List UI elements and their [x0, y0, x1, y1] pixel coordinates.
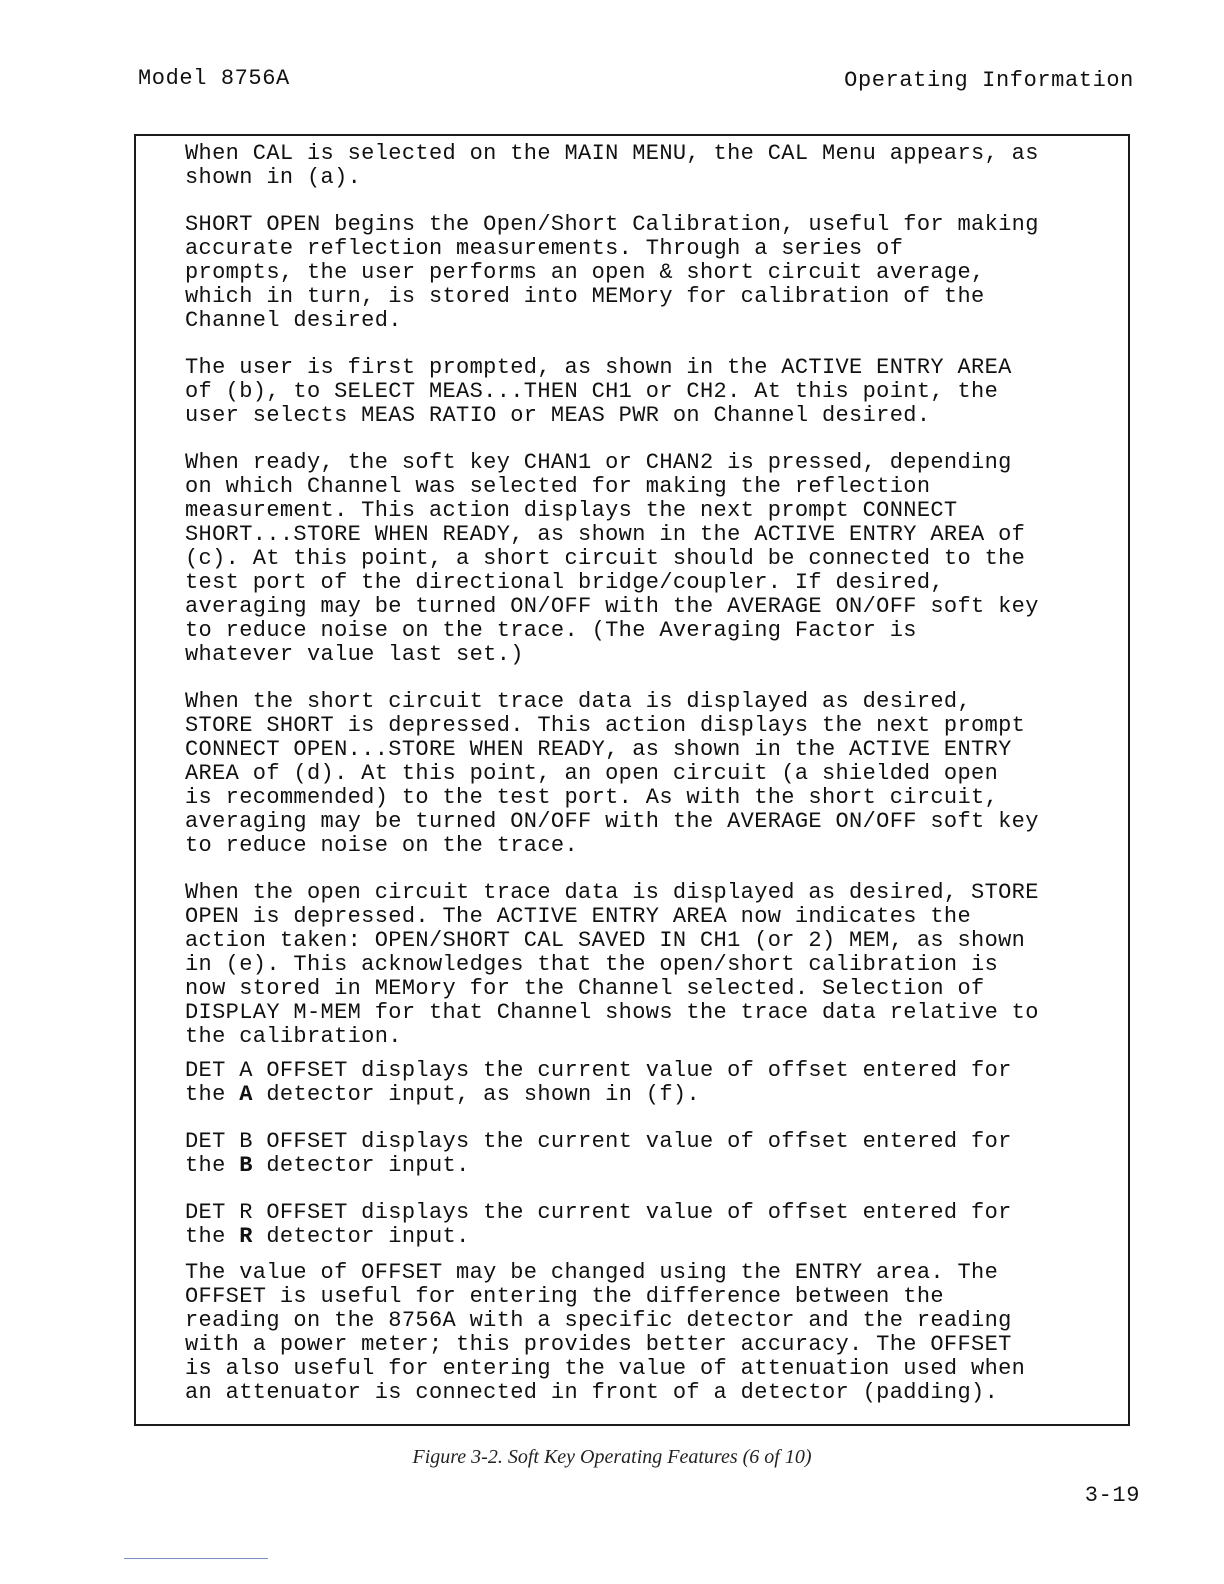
det-a-offset-paragraph: [185, 1059, 1110, 1107]
figure-caption: Figure 3-2. Soft Key Operating Features (6 of 10): [412, 1446, 812, 1468]
page-number: 3-19: [1084, 1483, 1140, 1508]
store-short-paragraph: When the short circuit trace data is displayed as desired, STORE SHORT is depressed. This action displays the next prompt CONNECT OPEN...STORE WHEN READY, as shown in the ACTIVE ENTRY AREA of (d). At this point, an open circuit (a shielded open is recommended) to the test port. As with the short circuit, averaging may be turned ON/OFF with the AVERAGE ON/OFF soft key to reduce noise on the trace.: [185, 689, 1039, 858]
det-r-offset-text-start: DET R OFFSET displays the current value of offset entered for the: [185, 1200, 1012, 1249]
page-header-section: Operating Information: [844, 68, 1134, 93]
short-open-paragraph: SHORT OPEN begins the Open/Short Calibration, useful for making accurate reflection measurements. Through a series of prompts, the user performs an open & short circuit average, which in turn, is stored into MEMory for calibration of the Channel desired.: [185, 212, 1039, 333]
det-r-offset-paragraph: [185, 1201, 1110, 1249]
det-r-detector-letter: R: [239, 1224, 253, 1249]
det-b-detector-letter: B: [239, 1153, 253, 1178]
det-b-offset-paragraph: [185, 1130, 1110, 1178]
det-a-offset-text-start: DET A OFFSET displays the current value of offset entered for the: [185, 1058, 1012, 1107]
det-a-detector-letter: A: [239, 1082, 253, 1107]
det-r-offset-text-end: detector input.: [252, 1224, 470, 1249]
page-header-model: Model 8756A: [138, 66, 290, 91]
store-open-paragraph: When the open circuit trace data is displayed as desired, STORE OPEN is depressed. The ACTIVE ENTRY AREA now indicates the action taken: OPEN/SHORT CAL SAVED IN CH1 (or 2) MEM, as shown in (e). This acknowledges that the open/short calibration is now stored in MEMory for the Channel selected. Selection of DISPLAY M-MEM for that Channel shows the trace data relative to the calibration.: [185, 880, 1039, 1049]
cal-menu-paragraph: When CAL is selected on the MAIN MENU, the CAL Menu appears, as shown in (a).: [185, 141, 1039, 190]
footer-divider: [124, 1558, 268, 1559]
det-b-offset-text-start: DET B OFFSET displays the current value of offset entered for the: [185, 1129, 1012, 1178]
det-b-offset-text-end: detector input.: [252, 1153, 470, 1178]
select-meas-paragraph: The user is first prompted, as shown in the ACTIVE ENTRY AREA of (b), to SELECT MEAS...THEN CH1 or CH2. At this point, the user selects MEAS RATIO or MEAS PWR on Channel desired.: [185, 355, 1012, 428]
det-a-offset-text-end: detector input, as shown in (f).: [252, 1082, 701, 1107]
connect-short-paragraph: When ready, the soft key CHAN1 or CHAN2 is pressed, depending on which Channel was selected for making the reflection measurement. This action displays the next prompt CONNECT SHORT...STORE WHEN READY, as shown in the ACTIVE ENTRY AREA of (c). At this point, a short circuit should be connected to the test port of the directional bridge/coupler. If desired, averaging may be turned ON/OFF with the AVERAGE ON/OFF soft key to reduce noise on the trace. (The Averaging Factor is whatever value last set.): [185, 450, 1039, 667]
offset-usage-paragraph: The value of OFFSET may be changed using the ENTRY area. The OFFSET is useful for entering the difference between the reading on the 8756A with a specific detector and the reading with a power meter; this provides better accuracy. The OFFSET is also useful for entering the value of attenuation used when an attenuator is connected in front of a detector (padding).: [185, 1260, 1026, 1405]
